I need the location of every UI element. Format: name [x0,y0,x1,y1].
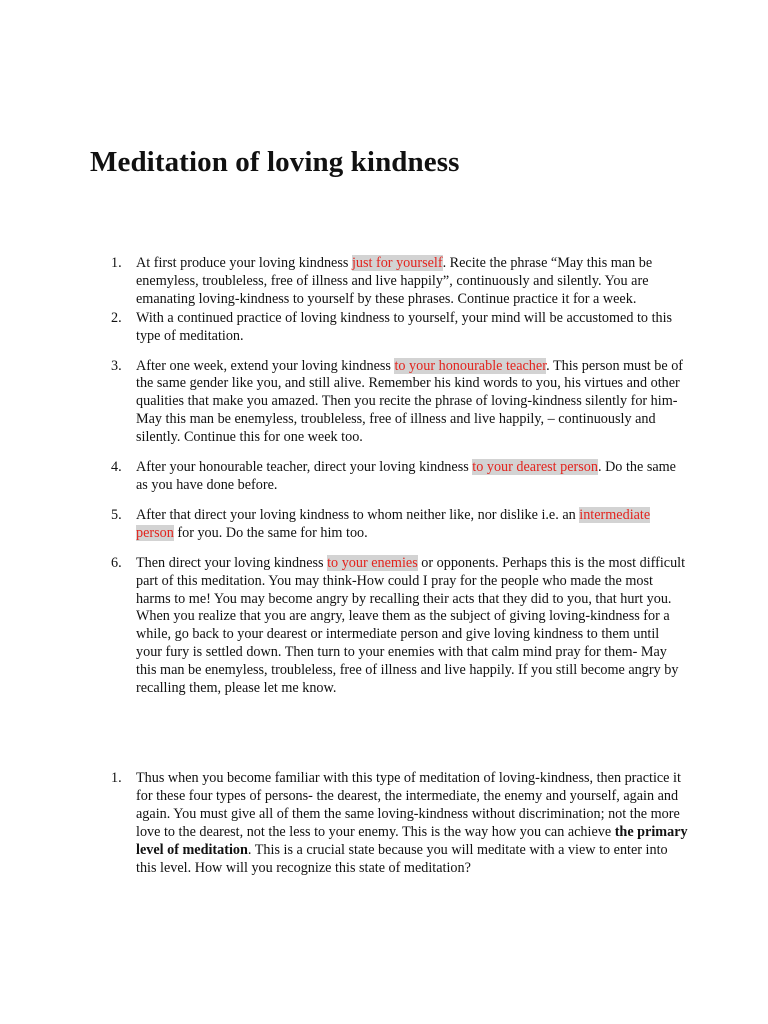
list-item [88,255,688,309]
item-text: After your honourable teacher, direct your loving kindness [136,459,473,476]
list-number: 3. [111,357,122,374]
item-text: . This is a crucial state because you will meditate with a view to enter into this level. How will you recognize this state of meditation? [136,841,668,876]
list-item [88,555,688,698]
highlighted-phrase: just for yourself [351,255,443,271]
highlighted-phrase: to your enemies [327,554,418,571]
item-text: At first produce your loving kindness [136,255,352,271]
item-text: for you. Do the same for him too. [173,524,368,541]
practice-list [88,770,688,877]
list-item [88,507,688,543]
item-text: or opponents. Perhaps this is the most difficult part of this meditation. You may think-How could I pray for the people who made the most harms to me! You may become angry by recalling their acts that they did to you, that hurt you. When you realize that you are angry, leave them as the subject of giving loving-kindness for a while, go back to your dearest or intermediate person and give loving kindness to them until your fury is settled down. Then turn to your enemies with that calm mind pray for them- May this man be enemyless, troubleless, free of illness and live happily. If you still become angry by recalling them, please let me know. [136,554,686,697]
highlighted-phrase: intermediate person [136,506,651,541]
list-number: 5. [111,506,122,523]
list-number: 1. [111,255,122,271]
instruction-list [88,255,688,698]
bold-phrase: the primary level of meditation [136,823,688,858]
list-number: 4. [111,459,122,476]
list-item [88,770,688,877]
item-text: After that direct your loving kindness to whom neither like, nor dislike i.e. an [136,506,580,523]
item-text: Then direct your loving kindness [136,554,328,571]
item-text: . This person must be of the same gender like you, and still alive. Remember his kind words to you, his virtues and other qualities that make you amazed. Then you recite the phrase of loving-kindness silently for him- May this man be enemyless, troubleless, free of illness and live happily, – continuously and silently. Continue this for one week too. [136,357,684,446]
list-number: 2. [111,309,122,326]
item-text: . Recite the phrase “May this man be enemyless, troubleless, free of illness and live happily”, continuously and silently. You are emanating loving-kindness to yourself by these phrases. Continue practice it for a week. [136,255,653,307]
page-title: Meditation of loving kindness [90,146,460,178]
list-number: 6. [111,554,122,571]
list-item [88,310,688,346]
item-text: After one week, extend your loving kindness [136,357,395,374]
list-item [88,459,688,495]
item-text: . Do the same as you have done before. [136,459,676,493]
item-text: Thus when you become familiar with this type of meditation of loving-kindness, then practice it for these four types of persons- the dearest, the intermediate, the enemy and yourself, again and again. You must give all of them the same loving-kindness without discrimination; not the more love to the dearest, not the less to your enemy. This is the way how you can achieve [136,770,681,840]
highlighted-phrase: to your dearest person [472,459,598,476]
list-item [88,358,688,448]
highlighted-phrase: to your honourable teacher [394,357,547,374]
list-number: 1. [111,770,122,786]
item-text: With a continued practice of loving kindness to yourself, your mind will be accustomed to this type of meditation. [136,309,673,344]
